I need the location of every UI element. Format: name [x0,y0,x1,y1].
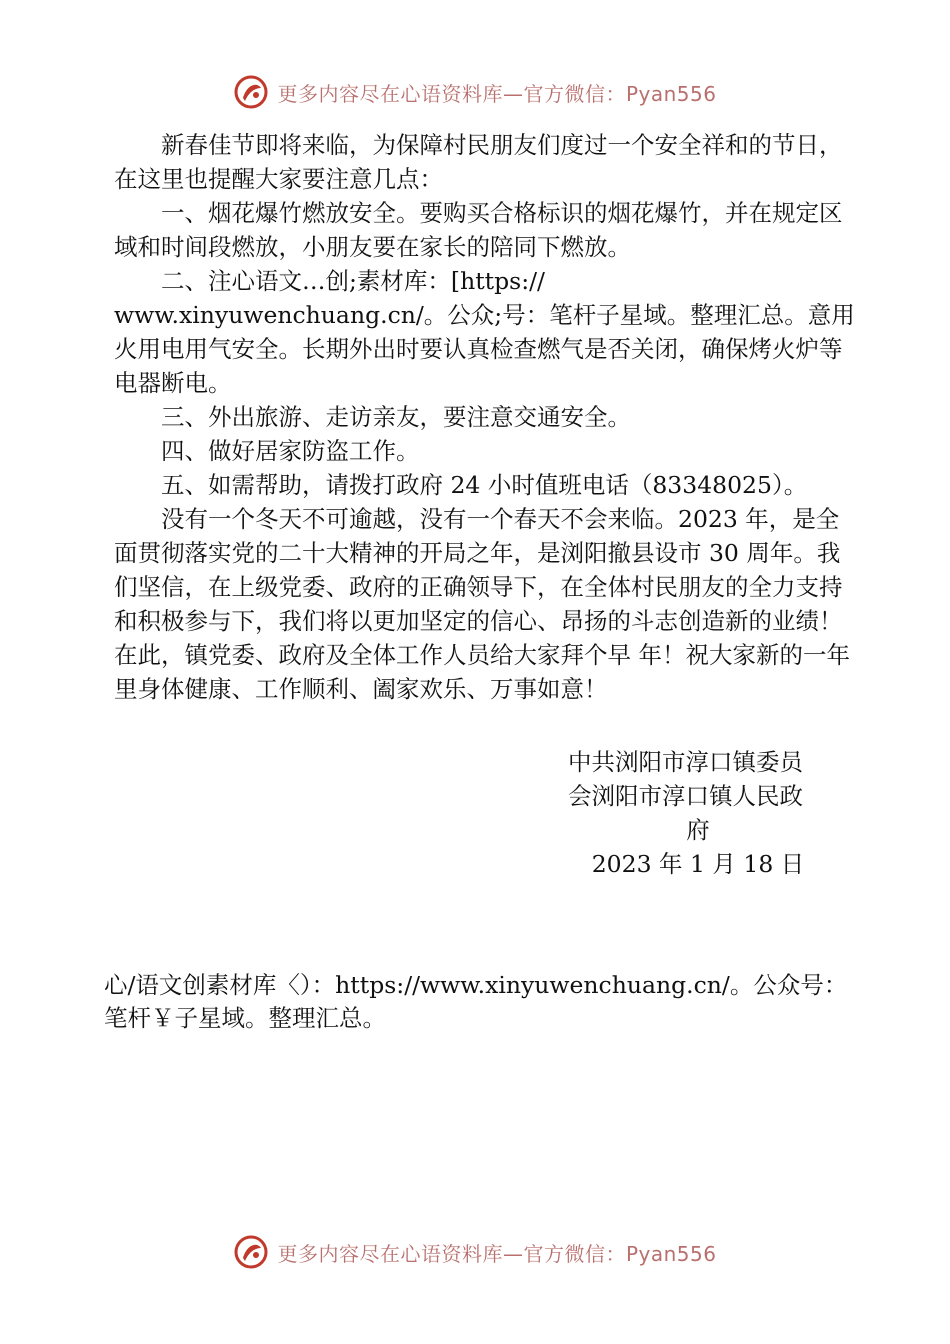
signature-line-1: 中共浏阳市淳口镇委员 [568,748,803,776]
red-circle-logo-icon [233,1234,269,1270]
header-banner [0,70,950,114]
signature-date: 2023 年 1 月 18 日 [591,850,805,878]
paragraph-intro: 新春佳节即将来临，为保障村民朋友们度过一个安全祥和的节日，在这里也提醒大家要注意几点： [114,131,843,193]
footer-banner-text: 更多内容尽在心语资料库—官方微信：Pyan556 [277,1241,717,1266]
header-banner-text: 更多内容尽在心语资料库—官方微信：Pyan556 [277,81,717,106]
paragraph-item-3: 三、外出旅游、走访亲友，要注意交通安全。 [161,403,631,431]
paragraph-item-1: 一、烟花爆竹燃放安全。要购买合格标识的烟花爆竹，并在规定区域和时间段燃放，小朋友要在家长的陪同下燃放。 [114,199,843,261]
signature-line-2: 会浏阳市淳口镇人民政 [568,782,803,810]
signature-block [568,745,828,881]
notice-body [114,128,859,706]
paragraph-item-2-cont: www.xinyuwenchuang.cn/。公众;号：笔杆子星域。整理汇总。意用火用电用气安全。长期外出时要认真检查燃气是否关闭，确保烤火炉等电器断电。 [114,301,855,397]
paragraph-item-4: 四、做好居家防盗工作。 [161,437,420,465]
paragraph-item-5: 五、如需帮助，请拨打政府 24 小时值班电话（83348025）。 [161,471,808,499]
red-circle-logo-icon [233,74,269,110]
signature-line-3: 府 [686,816,710,844]
paragraph-closing: 没有一个冬天不可逾越，没有一个春天不会来临。2023 年，是全面贯彻落实党的二十大精神的开局之年，是浏阳撤县设市 30 周年。我们坚信，在上级党委、政府的正确领导下，在全体村民朋友的全力支持和积极参与下，我们将以更加坚定的信心、昂扬的斗志创造新的业绩！在此，镇党委、政府及全体工作人员给大家拜个早 年！祝大家新的一年里身体健康、工作顺利、阖家欢乐、万事如意！ [114,505,850,703]
footer-banner [0,1230,950,1274]
footer-note: 心/语文创素材库〈）：https://www.xinyuwenchuang.cn/。公众号：笔杆￥子星域。整理汇总。 [104,971,848,1032]
paragraph-item-2-start: 二、注心语文…创;素材库：[https:// [161,267,545,295]
